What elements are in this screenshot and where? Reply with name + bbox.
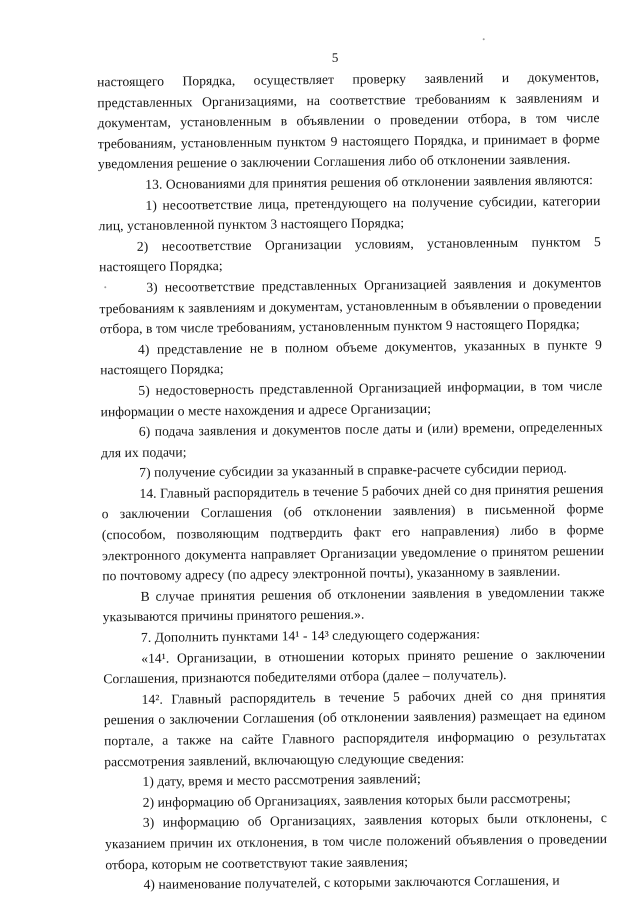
paragraph: 13. Основаниями для принятия решения об отклонении заявления являются: [145,172,594,192]
paragraph: 2) информацию об Организациях, заявления которых были рассмотрены; [142,790,571,810]
paragraph: 7) получение субсидии за указанный в справке-расчете субсидии период. [139,460,567,481]
paragraph: 1) несоответствие лица, претендующего на получение субсидии, категории лиц, установленной пунктом 3 настоящего Порядка; [98,192,601,234]
paragraph: настоящего Порядка, осуществляет проверку заявлений и документов, представленных Организациями, на соответствие требованиям к заявлениям и документам, установленным в объявлении о проведении отбора, в том числе требованиям, установленным пунктом 9 настоящего Порядка, и принимает в форме уведомления решение о заключении Соглашения либо об отклонении заявления. [97,69,600,172]
paragraph: 14². Главный распорядитель в течение 5 рабочих дней со дня принятия решения о заключении Соглашения (об отклонении заявления) размещает на едином портале, а также на сайте Главного распорядителя информацию о результатах рассмотрения заявлений, включающую следующие сведения: [103,686,607,769]
document-body [97,67,608,896]
paragraph: 7. Дополнить пунктами 14¹ - 14³ следующего содержания: [140,626,481,645]
paragraph: 14. Главный распорядитель в течение 5 рабочих дней со дня принятия решения о заключении Соглашения (об отклонении заявления) в письменной форме (способом, позволяющим подтвердить факт его направления) либо в форме электронного документа направляет Организации уведомление о принятом решении по почтовому адресу (по адресу электронной почты), указанному в заявлении. [101,480,605,584]
paragraph: 3) информацию об Организациях, заявления которых были отклонены, с указанием причин их отклонения, в том числе положений объявления о проведении отбора, которым не соответствуют такие заявления; [105,810,608,872]
scan-speck [483,38,485,40]
paragraph: 1) дату, время и место рассмотрения заявлений; [142,771,421,790]
scan-speck [104,286,106,288]
paragraph: 5) недостоверность представленной Организацией информации, в том числе информации о месте нахождения и адресе Организации; [100,377,603,419]
page-number: 5 [331,49,339,65]
paragraph: 6) подача заявления и документов после даты и (или) времени, определенных для их подачи; [100,419,603,460]
paragraph: 3) несоответствие представленных Организацией заявления и документов требованиям к заявлениям и документам, установленным в объявлении о проведении отбора, в том числе требованиям, установленным пунктом 9 настоящего Порядка; [99,274,602,337]
paragraph: 4) представление не в полном объеме документов, указанных в пункте 9 настоящего Порядка; [100,336,602,378]
paragraph: 4) наименование получателей, с которыми заключаются Соглашения, и [143,872,560,893]
paragraph: В случае принятия решения об отклонении заявления в уведомлении также указываются причины принятого решения.». [102,583,605,625]
paragraph: 2) несоответствие Организации условиям, установленным пунктом 5 настоящего Порядка; [98,233,601,275]
paragraph: «14¹. Организации, в отношении которых принято решение о заключении Соглашения, признаются победителями отбора (далее – получатель). [103,645,606,687]
